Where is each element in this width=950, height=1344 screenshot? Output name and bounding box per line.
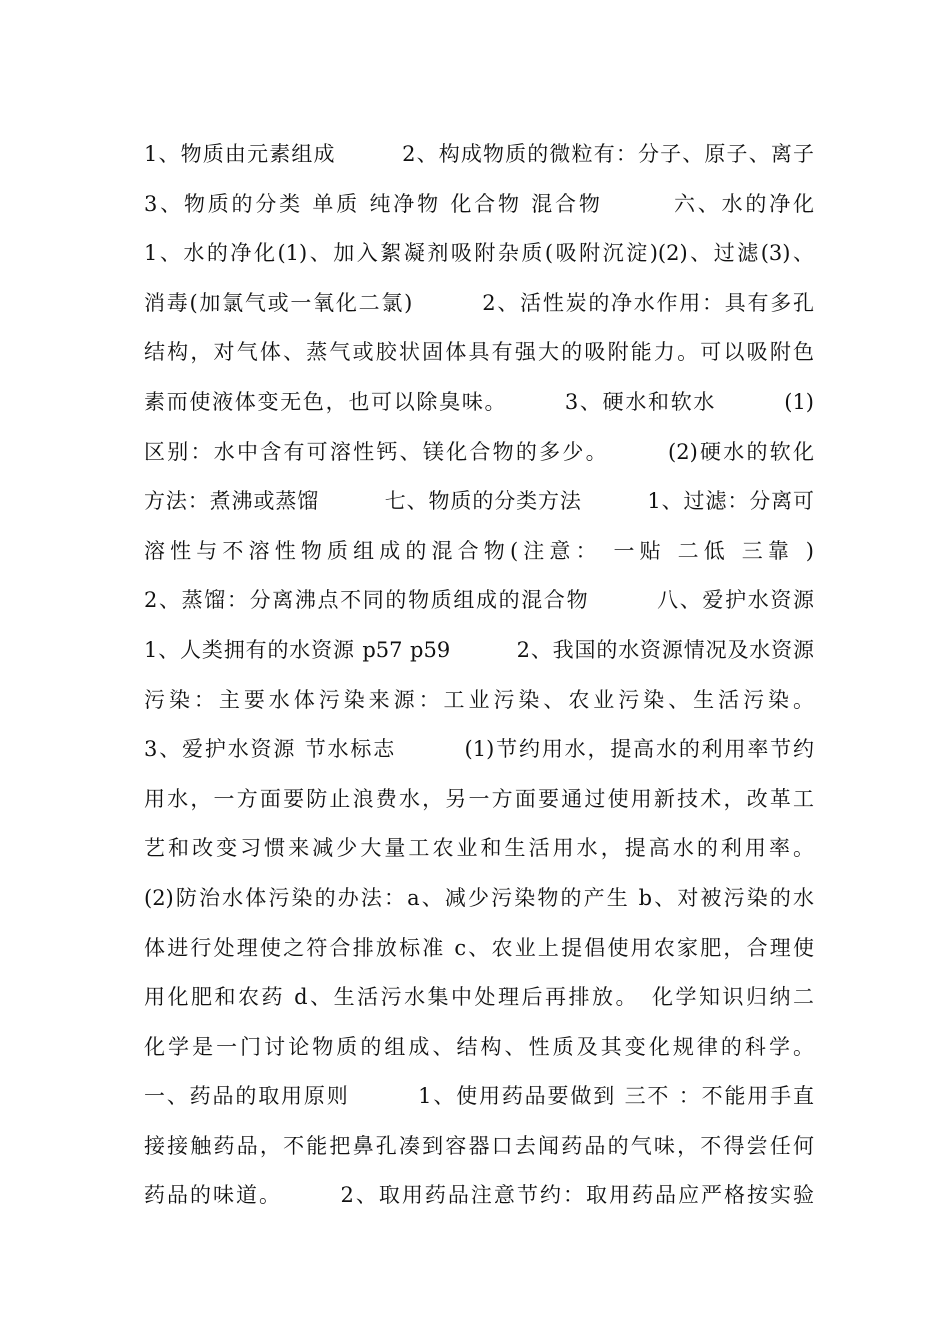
- text-line: 一、药品的取用原则 1、使用药品要做到 三不 ：不能用手直: [144, 1084, 814, 1109]
- text-line: 1、物质由元素组成 2、构成物质的微粒有：分子、原子、离子: [144, 142, 814, 166]
- text-line: 药品的味道。 2、取用药品注意节约：取用药品应严格按实验: [144, 1183, 814, 1208]
- text-line: 1、人类拥有的水资源 p57 p59 2、我国的水资源情况及水资源: [144, 637, 814, 662]
- text-line: 溶性与不溶性物质组成的混合物(注意： 一贴 二低 三靠 ): [144, 538, 814, 563]
- text-line: 2、蒸馏：分离沸点不同的物质组成的混合物 八、爱护水资源: [144, 588, 814, 613]
- text-line: 化学是一门讨论物质的组成、结构、性质及其变化规律的科学。: [144, 1034, 814, 1059]
- text-line: 用化肥和农药 d、生活污水集中处理后再排放。 化学知识归纳二: [144, 985, 814, 1010]
- text-line: (2)防治水体污染的办法：a、减少污染物的产生 b、对被污染的水: [144, 885, 814, 910]
- text-line: 接接触药品，不能把鼻孔凑到容器口去闻药品的气味，不得尝任何: [144, 1133, 814, 1158]
- text-line: 3、爱护水资源 节水标志 (1)节约用水，提高水的利用率节约: [144, 737, 814, 762]
- text-line: 艺和改变习惯来减少大量工农业和生活用水，提高水的利用率。: [144, 836, 814, 861]
- text-line: 3、物质的分类 单质 纯净物 化合物 混合物 六、水的净化: [144, 191, 814, 216]
- text-line: 体进行处理使之符合排放标准 c、农业上提倡使用农家肥，合理使: [144, 935, 814, 960]
- text-line: 1、水的净化(1)、加入絮凝剂吸附杂质(吸附沉淀)(2)、过滤(3)、: [144, 241, 814, 266]
- body-text: [144, 130, 814, 1221]
- text-line: 污染：主要水体污染来源：工业污染、农业污染、生活污染。: [144, 687, 814, 712]
- text-line: 用水，一方面要防止浪费水，另一方面要通过使用新技术，改革工: [144, 786, 814, 811]
- text-line: 消毒(加氯气或一氧化二氯) 2、活性炭的净水作用：具有多孔: [144, 290, 814, 315]
- text-line: 结构，对气体、蒸气或胶状固体具有强大的吸附能力。可以吸附色: [144, 340, 814, 365]
- text-line: 素而使液体变无色，也可以除臭味。 3、硬水和软水 (1): [144, 389, 814, 414]
- text-line: 方法：煮沸或蒸馏 七、物质的分类方法 1、过滤：分离可: [144, 489, 814, 514]
- text-line: 区别：水中含有可溶性钙、镁化合物的多少。 (2)硬水的软化: [144, 439, 814, 464]
